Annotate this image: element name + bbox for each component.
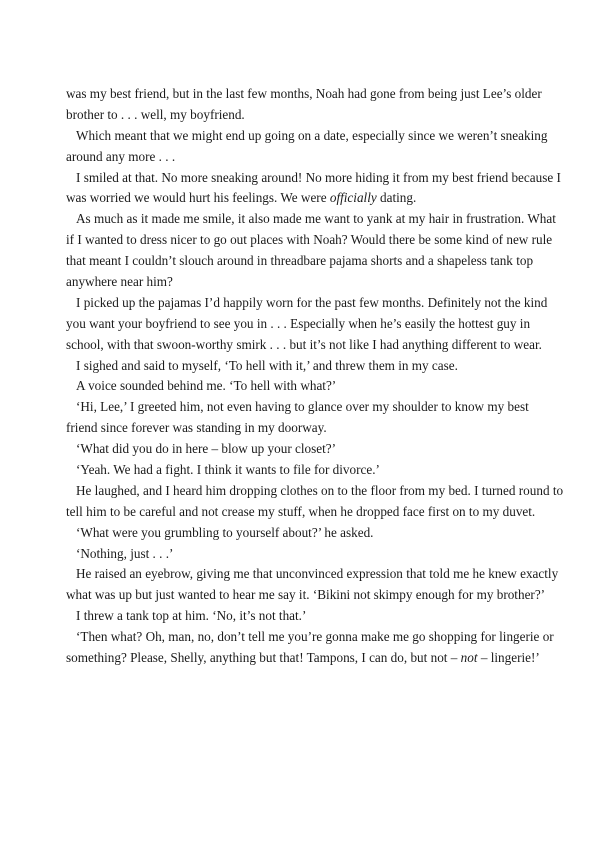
text-line [66, 481, 564, 502]
text-segment: ‘What did you do in here – blow up your closet?’ [76, 441, 337, 457]
text-segment: tell him to be careful and not crease my stuff, when he dropped face first on to my duvet. [66, 503, 536, 519]
text-line [66, 126, 548, 147]
text-segment: if I wanted to dress nicer to go out places with Noah? Would there be some kind of new rule [66, 232, 553, 248]
text-segment: I picked up the pajamas I’d happily worn for the past few months. Definitely not the kind [76, 294, 548, 310]
text-segment: ‘Nothing, just . . .’ [76, 545, 174, 561]
text-line [66, 314, 538, 335]
text-line [66, 627, 554, 648]
text-line [66, 585, 546, 606]
text-line [66, 460, 538, 481]
text-line [66, 209, 556, 230]
text-segment: dating. [376, 190, 417, 206]
text-segment: you want your boyfriend to see you in . . . Especially when he’s easily the hottest guy in [66, 315, 531, 331]
text-segment: I threw a tank top at him. ‘No, it’s not that.’ [76, 608, 307, 624]
text-line [66, 606, 538, 627]
text-segment: what was up but just wanted to hear me say it. ‘Bikini not skimpy enough for my brother?’ [66, 587, 546, 603]
text-line [66, 147, 538, 168]
text-line [66, 272, 538, 293]
text-segment: A voice sounded behind me. ‘To hell with what?’ [76, 378, 337, 394]
text-segment: Which meant that we might end up going on a date, especially since we weren’t sneaking [76, 127, 548, 143]
text-line [66, 564, 559, 585]
text-segment: that meant I couldn’t slouch around in threadbare pajama shorts and a shapeless tank top [66, 253, 534, 269]
text-segment: As much as it made me smile, it also made me want to yank at my hair in frustration. What [76, 211, 556, 227]
text-line [66, 84, 542, 105]
text-line [66, 105, 538, 126]
text-line [66, 439, 538, 460]
text-segment: was worried we would hurt his feelings. We were [66, 190, 330, 206]
text-line [66, 188, 538, 209]
text-segment: school, with that swoon-worthy smirk . . . but it’s not like I had anything different to wear. [66, 336, 542, 352]
text-line [66, 376, 538, 397]
text-line [66, 356, 538, 377]
italic-emphasis: officially [329, 190, 377, 206]
text-line [66, 230, 553, 251]
text-segment: ‘What were you grumbling to yourself about?’ he asked. [76, 524, 374, 540]
text-line [66, 502, 538, 523]
text-segment: He raised an eyebrow, giving me that unconvinced expression that told me he knew exactly [76, 566, 559, 582]
text-segment: something? Please, Shelly, anything but that! Tampons, I can do, but not – [66, 650, 461, 666]
text-segment: friend since forever was standing in my doorway. [66, 420, 327, 436]
text-segment: ‘Hi, Lee,’ I greeted him, not even having to glance over my shoulder to know my best [76, 399, 529, 415]
book-page-text [66, 84, 564, 669]
text-segment: He laughed, and I heard him dropping clothes on to the floor from my bed. I turned round to [76, 482, 564, 498]
text-segment: I sighed and said to myself, ‘To hell with it,’ and threw them in my case. [76, 357, 458, 373]
text-line [66, 544, 538, 565]
text-line [66, 251, 538, 272]
text-line [66, 168, 561, 189]
text-segment: ‘Then what? Oh, man, no, don’t tell me you’re gonna make me go shopping for lingerie or [76, 629, 554, 645]
text-segment: I smiled at that. No more sneaking around! No more hiding it from my best friend because I [76, 169, 561, 185]
text-segment: brother to . . . well, my boyfriend. [66, 106, 245, 122]
text-line [66, 397, 538, 418]
text-segment: anywhere near him? [66, 274, 173, 290]
text-segment: was my best friend, but in the last few months, Noah had gone from being just Lee’s older [66, 86, 542, 101]
text-line [66, 523, 538, 544]
text-segment: around any more . . . [66, 148, 176, 164]
text-line [66, 648, 538, 669]
text-line [66, 293, 548, 314]
text-line [66, 335, 542, 356]
text-segment: ‘Yeah. We had a fight. I think it wants to file for divorce.’ [76, 462, 380, 478]
text-segment: – lingerie!’ [477, 650, 540, 666]
italic-emphasis: not [460, 650, 478, 666]
text-line [66, 418, 538, 439]
